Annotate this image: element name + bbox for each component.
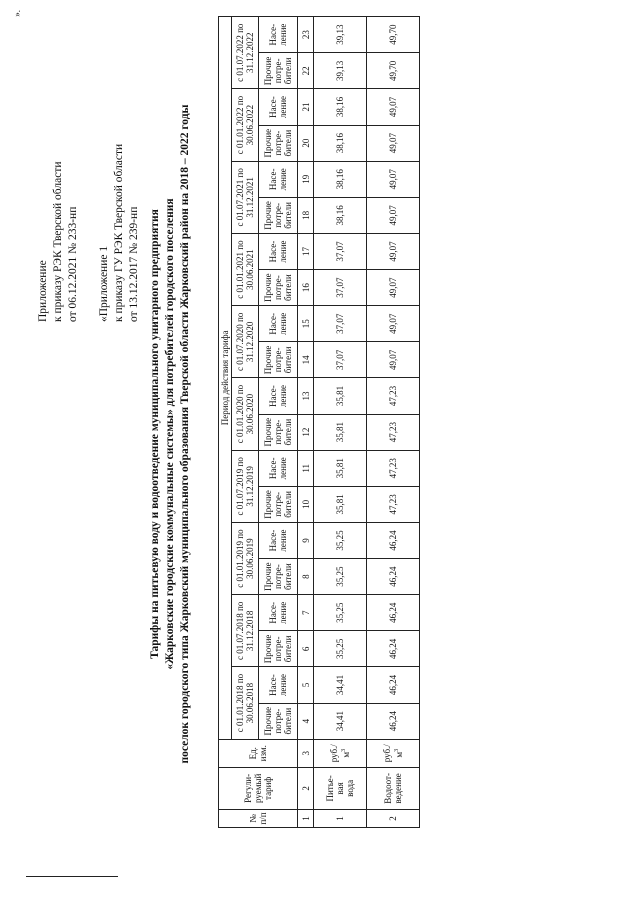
unit-exponent: 3: [341, 748, 347, 752]
tariff-value: 39,13: [314, 17, 367, 53]
appendix-line: от 13.12.2017 № 239-нп: [128, 206, 140, 322]
tariff-value: 49,07: [367, 270, 420, 306]
row-number: 1: [314, 809, 367, 827]
header-row-consumers: [259, 17, 298, 828]
population-header: Насе- ление: [259, 667, 298, 703]
period-cell: с 01.07.2022 по 31.12.2022: [232, 17, 259, 89]
document-title: [148, 54, 193, 814]
tariff-value: 47,23: [367, 378, 420, 414]
population-header: Насе- ление: [259, 306, 298, 342]
unit-cell: [367, 739, 420, 767]
tariff-value: 46,24: [367, 559, 420, 595]
tariff-value: 35,81: [314, 414, 367, 450]
column-number-row: [298, 17, 314, 828]
tariff-value: 46,24: [367, 667, 420, 703]
population-header: Насе- ление: [259, 161, 298, 197]
tariff-value: 49,07: [367, 342, 420, 378]
population-header: Насе- ление: [259, 17, 298, 53]
column-number: 20: [298, 125, 314, 161]
column-number: 5: [298, 667, 314, 703]
column-number: 23: [298, 17, 314, 53]
column-number: 10: [298, 486, 314, 522]
column-number: 16: [298, 270, 314, 306]
appendix-line: Приложение: [37, 260, 49, 322]
population-header: Насе- ление: [259, 378, 298, 414]
other-consumers-header: Прочие потре- бители: [259, 125, 298, 161]
tariff-value: 46,24: [367, 522, 420, 558]
tariff-name: Водоот- ведение: [367, 767, 420, 809]
column-number: 3: [298, 739, 314, 767]
period-cell: с 01.01.2018 по 30.06.2018: [232, 667, 259, 739]
period-header: Период действия тарифа: [219, 17, 232, 740]
tariff-value: 37,07: [314, 270, 367, 306]
column-number: 14: [298, 342, 314, 378]
appendix-line: «Приложение 1: [98, 245, 110, 322]
other-consumers-header: Прочие потре- бители: [259, 414, 298, 450]
appendix-line: от 06.12.2021 № 233-нп: [67, 206, 79, 322]
unit-exponent: 3: [394, 748, 400, 752]
period-cell: с 01.01.2021 по 30.06.2021: [232, 233, 259, 305]
tariff-value: 37,07: [314, 342, 367, 378]
column-number: 6: [298, 631, 314, 667]
period-cell: с 01.01.2019 по 30.06.2019: [232, 522, 259, 594]
column-number: 21: [298, 89, 314, 125]
other-consumers-header: Прочие потре- бители: [259, 342, 298, 378]
column-number: 13: [298, 378, 314, 414]
column-number: 1: [298, 809, 314, 827]
tariff-value: 49,70: [367, 17, 420, 53]
population-header: Насе- ление: [259, 233, 298, 269]
tariff-value: 47,23: [367, 486, 420, 522]
col-no-header: № п/п: [219, 809, 298, 827]
other-consumers-header: Прочие потре- бители: [259, 270, 298, 306]
title-line: поселок городского типа Жарковский муниципального образования Тверской области Жарковский район на 2018 – 2022 годы: [179, 104, 191, 764]
column-number: 17: [298, 233, 314, 269]
period-cell: с 01.07.2019 по 31.12.2019: [232, 450, 259, 522]
population-header: Насе- ление: [259, 595, 298, 631]
period-cell: с 01.07.2020 по 31.12.2020: [232, 306, 259, 378]
tariff-value: 34,41: [314, 667, 367, 703]
tariff-value: 38,16: [314, 125, 367, 161]
tariff-value: 34,41: [314, 703, 367, 739]
column-number: 4: [298, 703, 314, 739]
column-number: 7: [298, 595, 314, 631]
other-consumers-header: Прочие потре- бители: [259, 631, 298, 667]
column-number: 22: [298, 53, 314, 89]
period-cell: с 01.01.2022 по 30.06.2022: [232, 89, 259, 161]
tariff-value: 47,23: [367, 450, 420, 486]
table-row: [367, 17, 420, 828]
other-consumers-header: Прочие потре- бители: [259, 559, 298, 595]
tariff-value: 47,23: [367, 414, 420, 450]
tariff-value: 46,24: [367, 595, 420, 631]
tariff-value: 37,07: [314, 306, 367, 342]
other-consumers-header: Прочие потре- бители: [259, 53, 298, 89]
column-number: 18: [298, 197, 314, 233]
tariff-value: 35,25: [314, 631, 367, 667]
population-header: Насе- ление: [259, 450, 298, 486]
row-number: 2: [367, 809, 420, 827]
column-number: 19: [298, 161, 314, 197]
tariff-value: 39,13: [314, 53, 367, 89]
header-row-1: [219, 17, 232, 828]
unit-text: руб./м: [382, 744, 404, 763]
tariff-value: 49,07: [367, 125, 420, 161]
appendix-line: к приказу ГУ РЭК Тверской области: [113, 143, 125, 322]
column-number: 2: [298, 767, 314, 809]
tariff-value: 35,25: [314, 595, 367, 631]
appendix-line: к приказу РЭК Тверской области: [52, 161, 64, 322]
period-cell: с 01.07.2021 по 31.12.2021: [232, 161, 259, 233]
tariff-value: 38,16: [314, 161, 367, 197]
tariff-value: 35,25: [314, 559, 367, 595]
tariff-value: 35,81: [314, 486, 367, 522]
other-consumers-header: Прочие потре- бители: [259, 197, 298, 233]
closing-quote-mark: ».: [12, 10, 22, 17]
table-row: [314, 17, 367, 828]
column-number: 11: [298, 450, 314, 486]
tariff-value: 37,07: [314, 233, 367, 269]
tariff-value: 49,07: [367, 161, 420, 197]
title-line: Тарифы на питьевую воду и водоотведение муниципального унитарного предприятия: [149, 209, 161, 659]
column-number: 12: [298, 414, 314, 450]
tariff-value: 46,24: [367, 631, 420, 667]
period-cell: с 01.01.2020 по 30.06.2020: [232, 378, 259, 450]
column-number: 9: [298, 522, 314, 558]
tariff-value: 38,16: [314, 197, 367, 233]
tariff-value: 46,24: [367, 703, 420, 739]
appendix-block: [36, 12, 142, 322]
tariff-value: 49,70: [367, 53, 420, 89]
column-number: 8: [298, 559, 314, 595]
other-consumers-header: Прочие потре- бители: [259, 486, 298, 522]
tariff-value: 49,07: [367, 197, 420, 233]
population-header: Насе- ление: [259, 89, 298, 125]
population-header: Насе- ление: [259, 522, 298, 558]
unit-text: руб./м: [329, 744, 351, 763]
tariff-value: 38,16: [314, 89, 367, 125]
tariff-name: Питье- вая вода: [314, 767, 367, 809]
tariff-table: [218, 16, 420, 828]
tariff-value: 35,81: [314, 450, 367, 486]
tariff-value: 49,07: [367, 306, 420, 342]
tariff-value: 35,81: [314, 378, 367, 414]
footnote-rule: [26, 876, 118, 877]
title-line: «Жарковские городские коммунальные системы» для потребителей городского поселения: [164, 198, 176, 670]
period-cell: с 01.07.2018 по 31.12.2018: [232, 595, 259, 667]
unit-cell: [314, 739, 367, 767]
col-unit-header: Ед. изм.: [219, 739, 298, 767]
col-tariff-header: Регули- руемый тариф: [219, 767, 298, 809]
tariff-value: 49,07: [367, 89, 420, 125]
other-consumers-header: Прочие потре- бители: [259, 703, 298, 739]
column-number: 15: [298, 306, 314, 342]
header-row-periods: [232, 17, 259, 828]
tariff-value: 35,25: [314, 522, 367, 558]
tariff-value: 49,07: [367, 233, 420, 269]
